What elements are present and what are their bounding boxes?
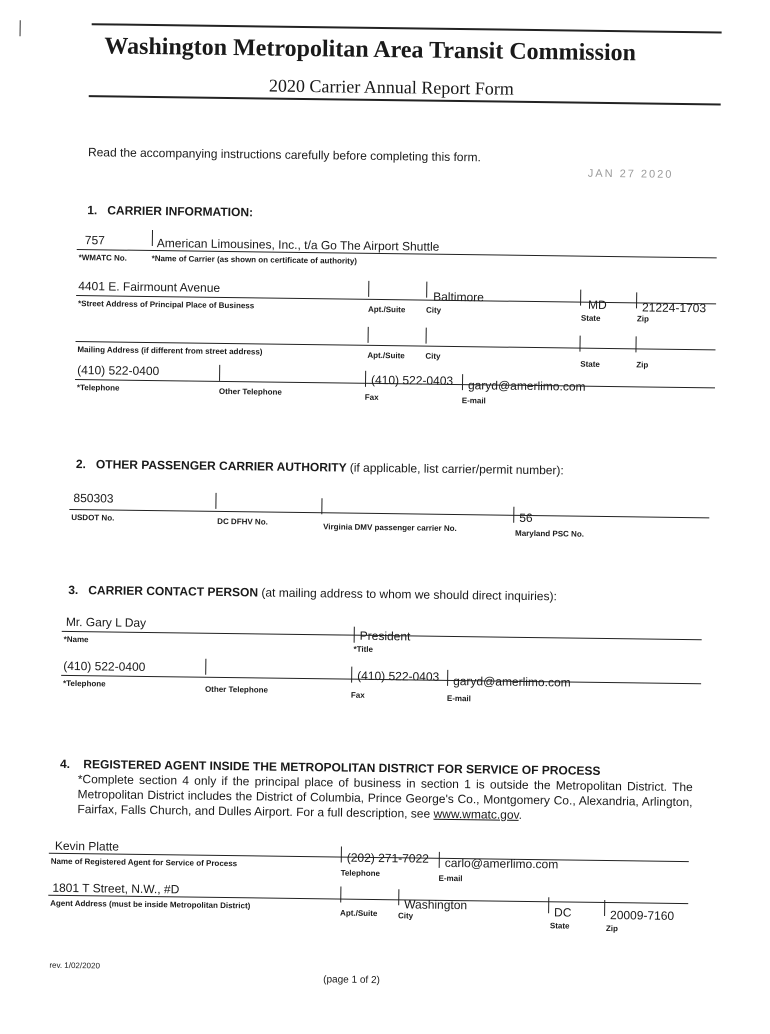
field-divider bbox=[341, 847, 342, 863]
contact-telephone-value: (410) 522-0400 bbox=[63, 658, 146, 674]
scan-margin-mark bbox=[20, 20, 21, 36]
zip-label: Zip bbox=[636, 360, 649, 370]
section3-title: CARRIER CONTACT PERSON bbox=[88, 583, 259, 600]
agent-state-value: DC bbox=[554, 905, 572, 920]
state-label: State bbox=[580, 359, 600, 369]
section4-note bbox=[77, 772, 693, 825]
telephone-label: *Telephone bbox=[76, 383, 120, 393]
contact-name-label: *Name bbox=[63, 634, 89, 645]
apt-label: Apt./Suite bbox=[367, 350, 405, 361]
field-divider bbox=[365, 371, 366, 387]
section2-title-note: (if applicable, list carrier/permit number): bbox=[349, 460, 564, 478]
field-divider bbox=[368, 327, 369, 343]
street-label: *Street Address of Principal Place of Business bbox=[77, 299, 255, 311]
agent-name-label: Name of Registered Agent for Service of Process bbox=[50, 856, 238, 869]
contact-fax-label: Fax bbox=[350, 690, 365, 700]
section3-heading bbox=[68, 583, 557, 603]
section4-note-text: *Complete section 4 only if the principal place of business in section 1 is outside the Metropolitan District. The Metropolitan District includes the District of Columbia, Prince George's Co., Montgomery Co., Alexandria, Arlington, Fairfax, Falls Church, and Dulles Airport. For a full description, see bbox=[77, 772, 693, 821]
section2-title: OTHER PASSENGER CARRIER AUTHORITY bbox=[95, 457, 347, 475]
contact-other-telephone-label: Other Telephone bbox=[204, 684, 269, 695]
agent-apt-label: Apt./Suite bbox=[340, 908, 378, 919]
carrier-name-value: American Limousines, Inc., t/a Go The Airport Shuttle bbox=[156, 236, 440, 254]
agent-address-value: 1801 T Street, N.W., #D bbox=[52, 880, 180, 897]
field-divider bbox=[398, 889, 399, 905]
telephone-value: (410) 522-0400 bbox=[77, 363, 160, 379]
field-divider bbox=[447, 670, 448, 686]
state-value: MD bbox=[587, 297, 607, 312]
note-period: . bbox=[518, 807, 523, 822]
section1-title: CARRIER INFORMATION: bbox=[107, 203, 254, 220]
usdot-value: 850303 bbox=[73, 491, 114, 506]
state-label: State bbox=[580, 313, 601, 323]
instructions-text: Read the accompanying instructions carefully before completing this form. bbox=[87, 145, 481, 165]
agent-zip-value: 20009-7160 bbox=[609, 908, 675, 923]
agent-telephone-value: (202) 271-7022 bbox=[346, 850, 429, 866]
page-number: (page 1 of 2) bbox=[323, 974, 380, 987]
dc-dfhv-label: DC DFHV No. bbox=[217, 516, 268, 527]
fax-label: Fax bbox=[364, 392, 379, 402]
mailing-label: Mailing Address (if different from street address) bbox=[77, 345, 263, 357]
field-divider bbox=[215, 493, 216, 509]
field-divider bbox=[580, 290, 581, 306]
section3-title-note: (at mailing address to whom we should direct inquiries): bbox=[261, 585, 557, 604]
field-divider bbox=[636, 292, 637, 308]
contact-title-label: *Title bbox=[353, 644, 374, 654]
section4-number: 4. bbox=[59, 756, 71, 771]
agent-email-value: carlo@amerlimo.com bbox=[444, 855, 559, 872]
section1-number: 1. bbox=[87, 203, 98, 218]
field-divider bbox=[368, 281, 369, 297]
street-value: 4401 E. Fairmount Avenue bbox=[78, 279, 221, 295]
wmatc-website-link[interactable]: www.wmatc.gov bbox=[433, 806, 519, 822]
section2-number: 2. bbox=[75, 457, 87, 472]
virginia-dmv-label: Virginia DMV passenger carrier No. bbox=[323, 522, 457, 534]
field-divider bbox=[548, 897, 549, 913]
contact-email-label: E-mail bbox=[446, 693, 471, 704]
city-label: City bbox=[425, 305, 442, 315]
field-divider bbox=[426, 282, 427, 298]
revision-date: rev. 1/02/2020 bbox=[49, 960, 100, 971]
agent-city-label: City bbox=[397, 911, 414, 921]
field-divider bbox=[219, 365, 220, 381]
wmatc-no-label: *WMATC No. bbox=[78, 253, 127, 263]
form-title: Washington Metropolitan Area Transit Commission bbox=[104, 33, 637, 67]
agent-email-label: E-mail bbox=[438, 873, 463, 884]
fax-value: (410) 522-0403 bbox=[370, 372, 454, 388]
field-divider bbox=[340, 887, 341, 903]
field-divider bbox=[439, 852, 440, 868]
field-divider bbox=[351, 667, 352, 683]
field-divider bbox=[635, 336, 636, 352]
field-divider bbox=[426, 328, 427, 344]
agent-name-value: Kevin Platte bbox=[54, 838, 120, 854]
usdot-label: USDOT No. bbox=[71, 512, 115, 523]
field-divider bbox=[152, 230, 153, 246]
field-divider bbox=[579, 336, 580, 352]
contact-fax-value: (410) 522-0403 bbox=[357, 668, 440, 684]
section3-number: 3. bbox=[68, 582, 79, 598]
agent-telephone-label: Telephone bbox=[340, 868, 381, 879]
zip-value: 21224-1703 bbox=[641, 300, 707, 316]
maryland-psc-label: Maryland PSC No. bbox=[515, 528, 585, 539]
field-divider bbox=[205, 659, 206, 675]
received-stamp: JAN 27 2020 bbox=[587, 167, 674, 181]
agent-city-value: Washington bbox=[404, 897, 468, 913]
wmatc-no-value: 757 bbox=[84, 233, 105, 248]
zip-label: Zip bbox=[636, 314, 649, 324]
apt-label: Apt./Suite bbox=[367, 304, 406, 315]
section1-heading bbox=[87, 203, 253, 219]
contact-telephone-label: *Telephone bbox=[63, 678, 106, 689]
agent-address-label: Agent Address (must be inside Metropolitan District) bbox=[50, 898, 251, 911]
contact-title-value: President bbox=[359, 628, 411, 644]
form-subtitle: 2020 Carrier Annual Report Form bbox=[268, 75, 514, 99]
contact-email-value: garyd@amerlimo.com bbox=[453, 673, 571, 690]
agent-zip-label: Zip bbox=[605, 924, 618, 934]
contact-name-value: Mr. Gary L Day bbox=[65, 614, 147, 630]
city-value: Baltimore bbox=[433, 289, 484, 305]
authority-line bbox=[69, 509, 709, 518]
other-telephone-label: Other Telephone bbox=[218, 386, 282, 397]
field-divider bbox=[462, 374, 463, 390]
email-label: E-mail bbox=[461, 396, 486, 406]
email-value: garyd@amerlimo.com bbox=[467, 378, 586, 394]
carrier-name-label: *Name of Carrier (as shown on certificate of authority) bbox=[151, 254, 358, 266]
section4-title: REGISTERED AGENT INSIDE THE METROPOLITAN DISTRICT FOR SERVICE OF PROCESS bbox=[83, 757, 601, 778]
agent-state-label: State bbox=[549, 921, 570, 931]
section2-heading bbox=[76, 457, 564, 477]
maryland-psc-value: 56 bbox=[519, 510, 533, 526]
city-label: City bbox=[425, 351, 441, 361]
header-top-rule bbox=[92, 23, 722, 33]
